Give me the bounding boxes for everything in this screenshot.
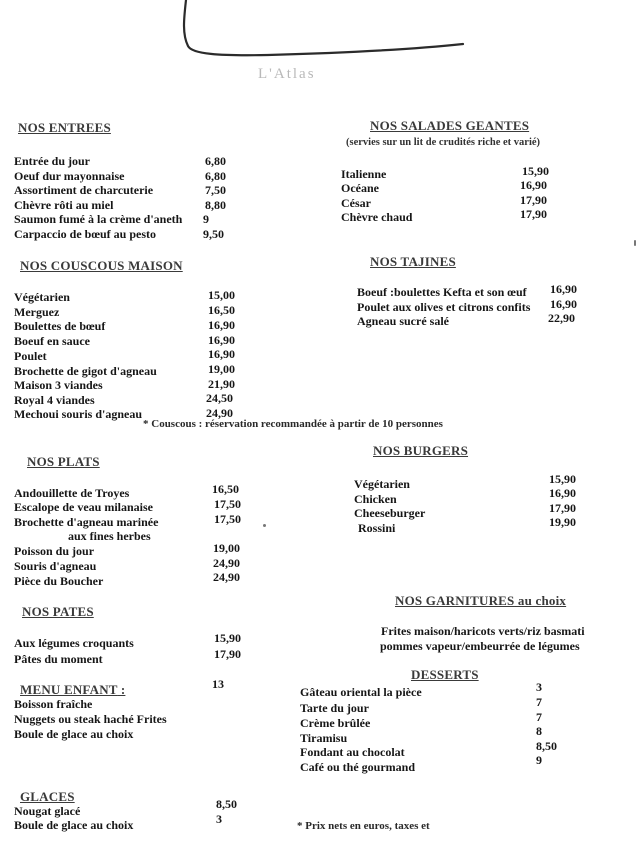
- plat-item-name: Brochette d'agneau marinée: [14, 515, 159, 529]
- glace-item-name: Nougat glacé: [14, 804, 81, 818]
- couscous-item-name: Brochette de gigot d'agneau: [14, 364, 157, 378]
- plat-item-price: 17,50: [214, 497, 241, 511]
- salade-item-name: Océane: [341, 181, 379, 195]
- couscous-item-name: Végétarien: [14, 290, 70, 304]
- entree-item-name: Oeuf dur mayonnaise: [14, 169, 125, 183]
- salade-item-name: César: [341, 196, 371, 210]
- dessert-item-name: Gâteau oriental la pièce: [300, 685, 422, 699]
- tajine-item-name: Boeuf :boulettes Kefta et son œuf: [357, 285, 527, 299]
- plat-item-price: 24,90: [213, 570, 240, 584]
- enfant-item: Boisson fraîche: [14, 697, 93, 711]
- entree-item-name: Assortiment de charcuterie: [14, 183, 154, 197]
- entree-item-price: 9,50: [203, 227, 224, 241]
- enfant-item: Nuggets ou steak haché Frites: [14, 712, 167, 726]
- plat-item-name: Andouillette de Troyes: [14, 486, 130, 500]
- plat-item-name: Pièce du Boucher: [14, 574, 104, 588]
- plat-item-name: Poisson du jour: [14, 544, 95, 558]
- plat-item-price: 24,90: [213, 556, 240, 570]
- tajines-heading: NOS TAJINES: [370, 254, 456, 269]
- plat-item-name: Souris d'agneau: [14, 559, 97, 573]
- garnitures-heading: [395, 593, 566, 609]
- enfant-title: MENU ENFANT: [20, 682, 118, 697]
- salades-heading: NOS SALADES GEANTES: [370, 118, 530, 133]
- couscous-item-name: Merguez: [14, 305, 60, 319]
- enfant-title-suffix: :: [117, 682, 126, 697]
- dessert-item-price: 7: [536, 710, 542, 724]
- salade-item-name: Chèvre chaud: [341, 210, 413, 224]
- tajine-item-price: 16,90: [550, 297, 577, 311]
- couscous-item-name: Royal 4 viandes: [14, 393, 95, 407]
- pate-item-price: 17,90: [214, 647, 241, 661]
- couscous-item-name: Mechoui souris d'agneau: [14, 407, 143, 421]
- scan-speck: [634, 240, 636, 246]
- tajine-item-price: 16,90: [550, 282, 577, 296]
- glace-item-price: 3: [216, 812, 222, 826]
- burger-item-name: Rossini: [358, 521, 396, 535]
- salade-item-price: 17,90: [520, 193, 547, 207]
- tajine-item-price: 22,90: [548, 311, 575, 325]
- enfant-heading: [20, 682, 125, 698]
- faded-brand-name: L'Atlas: [258, 66, 316, 82]
- burgers-heading: NOS BURGERS: [373, 443, 469, 458]
- logo-stroke: [178, 0, 468, 60]
- garnitures-title-suffix: au choix: [514, 593, 567, 608]
- pate-item-price: 15,90: [214, 631, 241, 645]
- garnitures-title: NOS GARNITURES: [395, 593, 515, 608]
- couscous-heading: NOS COUSCOUS MAISON: [20, 258, 183, 273]
- dessert-item-name: Crème brûlée: [300, 716, 371, 730]
- glace-item-name: Boule de glace au choix: [14, 818, 134, 832]
- dessert-item-price: 7: [536, 695, 542, 709]
- entree-item-price: 6,80: [205, 169, 226, 183]
- couscous-item-price: 21,90: [208, 377, 235, 391]
- garniture-line: pommes vapeur/embeurrée de légumes: [380, 639, 580, 653]
- couscous-item-price: 16,90: [208, 347, 235, 361]
- salade-item-name: Italienne: [341, 167, 387, 181]
- couscous-item-price: 24,90: [206, 406, 233, 420]
- salade-item-price: 16,90: [520, 178, 547, 192]
- salade-item-price: 15,90: [522, 164, 549, 178]
- entree-item-price: 7,50: [205, 183, 226, 197]
- dessert-item-price: 3: [536, 680, 542, 694]
- salades-subtitle: (servies sur un lit de crudités riche et varié): [346, 137, 541, 148]
- plats-heading: NOS PLATS: [27, 454, 100, 469]
- couscous-item-name: Boeuf en sauce: [14, 334, 90, 348]
- glaces-heading: GLACES: [20, 789, 75, 804]
- enfant-item: Boule de glace au choix: [14, 727, 134, 741]
- couscous-item-price: 15,00: [208, 288, 235, 302]
- salade-item-price: 17,90: [520, 207, 547, 221]
- entree-item-name: Carpaccio de bœuf au pesto: [14, 227, 157, 241]
- entree-item-name: Chèvre rôti au miel: [14, 198, 114, 212]
- entree-item-price: 9: [203, 212, 209, 226]
- plat-item-price: 19,00: [213, 541, 240, 555]
- plat-item-name: Escalope de veau milanaise: [14, 500, 154, 514]
- couscous-item-name: Boulettes de bœuf: [14, 319, 106, 333]
- plat-item-price: 17,50: [214, 512, 241, 526]
- garniture-line: Frites maison/haricots verts/riz basmati: [381, 624, 585, 638]
- couscous-item-price: 24,50: [206, 391, 233, 405]
- burger-item-price: 15,90: [549, 472, 576, 486]
- couscous-item-name: Poulet: [14, 349, 47, 363]
- couscous-item-price: 19,00: [208, 362, 235, 376]
- entrees-heading: NOS ENTREES: [18, 120, 111, 135]
- burger-item-price: 17,90: [549, 501, 576, 515]
- couscous-item-price: 16,90: [208, 318, 235, 332]
- entree-item-name: Entrée du jour: [14, 154, 90, 168]
- dessert-item-name: Tarte du jour: [300, 701, 369, 715]
- burger-item-price: 16,90: [549, 486, 576, 500]
- burger-item-name: Chicken: [354, 492, 397, 506]
- pate-item-name: Pâtes du moment: [14, 652, 103, 666]
- pates-heading: NOS PATES: [22, 604, 94, 619]
- couscous-item-price: 16,50: [208, 303, 235, 317]
- burger-item-name: Végétarien: [354, 477, 410, 491]
- footer-price-note: * Prix nets en euros, taxes et: [297, 820, 430, 832]
- glace-item-price: 8,50: [216, 797, 237, 811]
- couscous-item-name: Maison 3 viandes: [14, 378, 103, 392]
- plat-item-price: 16,50: [212, 482, 239, 496]
- couscous-reservation-note: * Couscous : réservation recommandée à partir de 10 personnes: [143, 418, 443, 430]
- couscous-item-price: 16,90: [208, 333, 235, 347]
- dessert-item-name: Fondant au chocolat: [300, 745, 405, 759]
- dessert-item-price: 8: [536, 724, 542, 738]
- dessert-item-name: Café ou thé gourmand: [300, 760, 416, 774]
- entree-item-price: 8,80: [205, 198, 226, 212]
- entree-item-price: 6,80: [205, 154, 226, 168]
- tajine-item-name: Poulet aux olives et citrons confits: [357, 300, 531, 314]
- plat-item-name: aux fines herbes: [68, 529, 151, 543]
- dessert-item-price: 9: [536, 753, 542, 767]
- burger-item-name: Cheeseburger: [354, 506, 426, 520]
- entree-item-name: Saumon fumé à la crème d'aneth: [14, 212, 183, 226]
- dessert-item-price: 8,50: [536, 739, 557, 753]
- desserts-heading: DESSERTS: [411, 667, 479, 682]
- scan-speck: [263, 524, 266, 527]
- burger-item-price: 19,90: [549, 515, 576, 529]
- tajine-item-name: Agneau sucré salé: [357, 314, 449, 328]
- pate-item-name: Aux légumes croquants: [14, 636, 134, 650]
- dessert-item-name: Tiramisu: [300, 731, 348, 745]
- enfant-price: 13: [212, 677, 224, 691]
